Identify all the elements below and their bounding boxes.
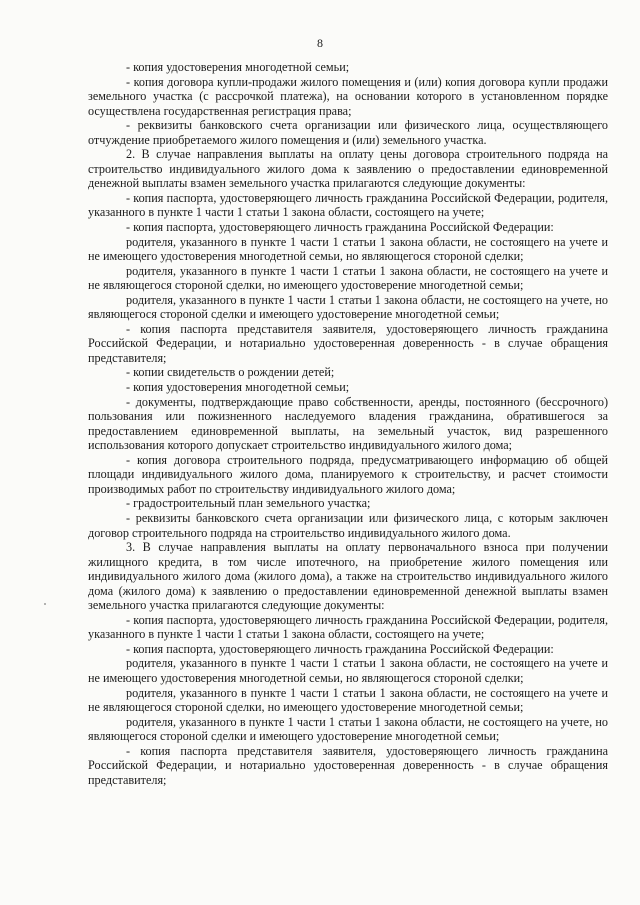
paragraph: - копия договора купли-продажи жилого помещения и (или) копия договора купли продажи земельного участка (с рассрочкой платежа), на основании которого в установленном порядке осуществлена государственная регистрация права; bbox=[88, 74, 608, 118]
paragraph: родителя, указанного в пункте 1 части 1 статьи 1 закона области, не состоящего на учете и не имеющего удостоверения многодетной семьи, но являющегося стороной сделки; bbox=[88, 234, 608, 264]
paragraph: - копия удостоверения многодетной семьи; bbox=[126, 380, 350, 395]
paragraph: - копии свидетельств о рождении детей; bbox=[126, 365, 335, 380]
paragraph: - реквизиты банковского счета организации или физического лица, с которым заключен договор строительного подряда на строительство индивидуального жилого дома. bbox=[88, 510, 608, 540]
document-body bbox=[88, 60, 608, 787]
paragraph: - градостроительный план земельного участка; bbox=[126, 496, 371, 511]
paragraph: родителя, указанного в пункте 1 части 1 статьи 1 закона области, не состоящего на учете и не являющегося стороной сделки, но имеющего удостоверение многодетной семьи; bbox=[88, 685, 608, 715]
paragraph: - копия паспорта, удостоверяющего личность гражданина Российской Федерации: bbox=[126, 641, 554, 656]
paragraph: - документы, подтверждающие право собственности, аренды, постоянного (бессрочного) пользования или пожизненного наследуемого владения гражданина, обратившегося за предоставлением единовременной выплаты, на земельный участок, вид разрешенного использования которого допускает строительство индивидуального жилого дома; bbox=[88, 394, 608, 453]
paragraph: - копия паспорта, удостоверяющего личность гражданина Российской Федерации, родителя, указанного в пункте 1 части 1 статьи 1 закона области, состоящего на учете; bbox=[88, 190, 608, 220]
paragraph: родителя, указанного в пункте 1 части 1 статьи 1 закона области, не состоящего на учете, но являющегося стороной сделки и имеющего удостоверение многодетной семьи; bbox=[88, 292, 608, 322]
paragraph: - копия договора строительного подряда, предусматривающего информацию об общей площади индивидуального жилого дома, планируемого к строительству, и расчет стоимости производимых работ по строительству индивидуального жилого дома; bbox=[88, 452, 608, 496]
paragraph: 3. В случае направления выплаты на оплату первоначального взноса при получении жилищного кредита, в том числе ипотечного, на приобретение жилого помещения или индивидуального жилого дома (жилого дома), а также на строительство индивидуального жилого дома (жилого дома) к заявлению о предоставлении единовременной денежной выплаты взамен земельного участка прилагаются следующие документы: bbox=[88, 540, 608, 613]
paragraph: - копия паспорта, удостоверяющего личность гражданина Российской Федерации: bbox=[126, 220, 554, 235]
scan-speck bbox=[44, 603, 46, 605]
paragraph: родителя, указанного в пункте 1 части 1 статьи 1 закона области, не состоящего на учете и не имеющего удостоверения многодетной семьи, но являющегося стороной сделки; bbox=[88, 656, 608, 685]
paragraph: - копия паспорта, удостоверяющего личность гражданина Российской Федерации, родителя, указанного в пункте 1 части 1 статьи 1 закона области, состоящего на учете; bbox=[88, 612, 608, 642]
paragraph: родителя, указанного в пункте 1 части 1 статьи 1 закона области, не состоящего на учете и не являющегося стороной сделки, но имеющего удостоверение многодетной семьи; bbox=[88, 263, 608, 293]
paragraph: - реквизиты банковского счета организации или физического лица, осуществляющего отчуждение приобретаемого жилого помещения и (или) земельного участка. bbox=[88, 118, 608, 147]
paragraph: - копия паспорта представителя заявителя, удостоверяющего личность гражданина Российской Федерации, и нотариально удостоверенная доверенность - в случае обращения представителя; bbox=[88, 321, 608, 365]
paragraph: - копия удостоверения многодетной семьи; bbox=[126, 60, 350, 74]
paragraph: - копия паспорта представителя заявителя, удостоверяющего личность гражданина Российской Федерации, и нотариально удостоверенная доверенность - в случае обращения представителя; bbox=[88, 743, 608, 787]
page-number: 8 bbox=[317, 36, 323, 50]
paragraph: родителя, указанного в пункте 1 части 1 статьи 1 закона области, не состоящего на учете, но являющегося стороной сделки и имеющего удостоверение многодетной семьи; bbox=[88, 714, 608, 744]
paragraph: 2. В случае направления выплаты на оплату цены договора строительного подряда на строительство индивидуального жилого дома к заявлению о предоставлении единовременной денежной выплаты взамен земельного участка прилагаются следующие документы: bbox=[88, 147, 608, 191]
